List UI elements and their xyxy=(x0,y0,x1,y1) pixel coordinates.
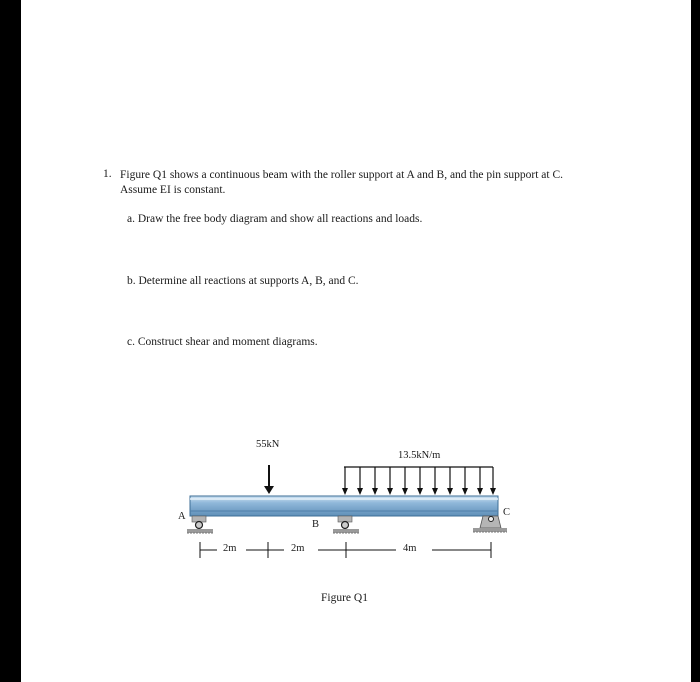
part-c-text: c. Construct shear and moment diagrams. xyxy=(127,336,318,348)
beam-diagram xyxy=(160,430,540,610)
question-text: Figure Q1 shows a continuous beam with the roller support at A and B, and the pin support at C. Assume EI is constant. xyxy=(120,169,564,196)
roller-support-b xyxy=(333,516,359,533)
point-load-label: 55kN xyxy=(256,439,280,450)
part-b-text: b. Determine all reactions at supports A, B, and C. xyxy=(127,275,359,287)
span-label-bc: 4m xyxy=(403,543,417,554)
distributed-load xyxy=(342,467,496,495)
support-label-c: C xyxy=(503,507,511,518)
part-a-text: a. Draw the free body diagram and show all reactions and loads. xyxy=(127,213,423,225)
beam xyxy=(190,496,498,516)
right-black-border xyxy=(691,0,700,682)
point-load-arrow xyxy=(264,465,274,494)
support-label-b: B xyxy=(312,519,320,530)
roller-support-a xyxy=(187,516,213,533)
support-label-a: A xyxy=(178,511,186,522)
pin-support-c xyxy=(473,516,507,532)
span-label-ab-1: 2m xyxy=(223,543,237,554)
beam-figure xyxy=(160,430,540,610)
left-black-border xyxy=(0,0,21,682)
figure-caption: Figure Q1 xyxy=(321,592,368,604)
distributed-load-label: 13.5kN/m xyxy=(398,450,441,461)
span-label-ab-2: 2m xyxy=(291,543,305,554)
dimension-line xyxy=(200,542,491,558)
question-number: 1. xyxy=(103,168,112,180)
